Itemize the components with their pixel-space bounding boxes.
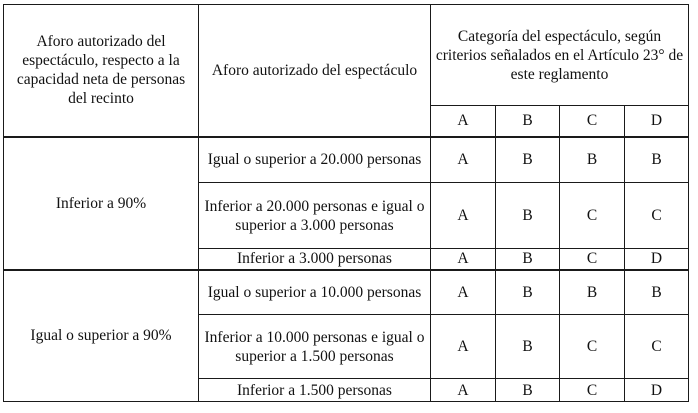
category-table bbox=[3, 4, 689, 402]
category-cell: C bbox=[560, 249, 625, 270]
category-cell: D bbox=[625, 249, 689, 270]
header-category: Categoría del espectáculo, según criterios señalados en el Artículo 23° de este reglamento bbox=[431, 5, 689, 106]
category-letter: B bbox=[496, 106, 560, 137]
category-cell: B bbox=[496, 270, 560, 315]
category-letter: D bbox=[625, 106, 689, 137]
category-cell: B bbox=[625, 270, 689, 315]
category-cell: D bbox=[625, 379, 689, 402]
row-description: Inferior a 10.000 personas e igual o superior a 1.500 personas bbox=[199, 315, 431, 379]
category-cell: C bbox=[560, 379, 625, 402]
category-cell: C bbox=[625, 315, 689, 379]
group-label: Igual o superior a 90% bbox=[4, 270, 199, 402]
category-letter: A bbox=[431, 106, 496, 137]
header-authorized-capacity: Aforo autorizado del espectáculo bbox=[199, 5, 431, 137]
table-row bbox=[4, 270, 689, 315]
category-cell: B bbox=[496, 379, 560, 402]
category-cell: A bbox=[431, 249, 496, 270]
category-cell: C bbox=[560, 183, 625, 249]
category-cell: B bbox=[496, 249, 560, 270]
table-row bbox=[4, 137, 689, 183]
header-row bbox=[4, 5, 689, 106]
category-cell: B bbox=[560, 137, 625, 183]
category-cell: C bbox=[625, 183, 689, 249]
category-cell: B bbox=[496, 137, 560, 183]
category-cell: B bbox=[496, 183, 560, 249]
category-letter: C bbox=[560, 106, 625, 137]
category-cell: C bbox=[560, 315, 625, 379]
group-label: Inferior a 90% bbox=[4, 137, 199, 270]
category-cell: A bbox=[431, 270, 496, 315]
category-cell: A bbox=[431, 137, 496, 183]
header-capacity-ratio: Aforo autorizado del espectáculo, respecto a la capacidad neta de personas del recinto bbox=[4, 5, 199, 137]
row-description: Inferior a 20.000 personas e igual o superior a 3.000 personas bbox=[199, 183, 431, 249]
row-description: Igual o superior a 10.000 personas bbox=[199, 270, 431, 315]
row-description: Igual o superior a 20.000 personas bbox=[199, 137, 431, 183]
row-description: Inferior a 3.000 personas bbox=[199, 249, 431, 270]
category-cell: B bbox=[560, 270, 625, 315]
category-cell: B bbox=[625, 137, 689, 183]
category-cell: A bbox=[431, 315, 496, 379]
category-cell: B bbox=[496, 315, 560, 379]
row-description: Inferior a 1.500 personas bbox=[199, 379, 431, 402]
category-cell: A bbox=[431, 379, 496, 402]
category-cell: A bbox=[431, 183, 496, 249]
